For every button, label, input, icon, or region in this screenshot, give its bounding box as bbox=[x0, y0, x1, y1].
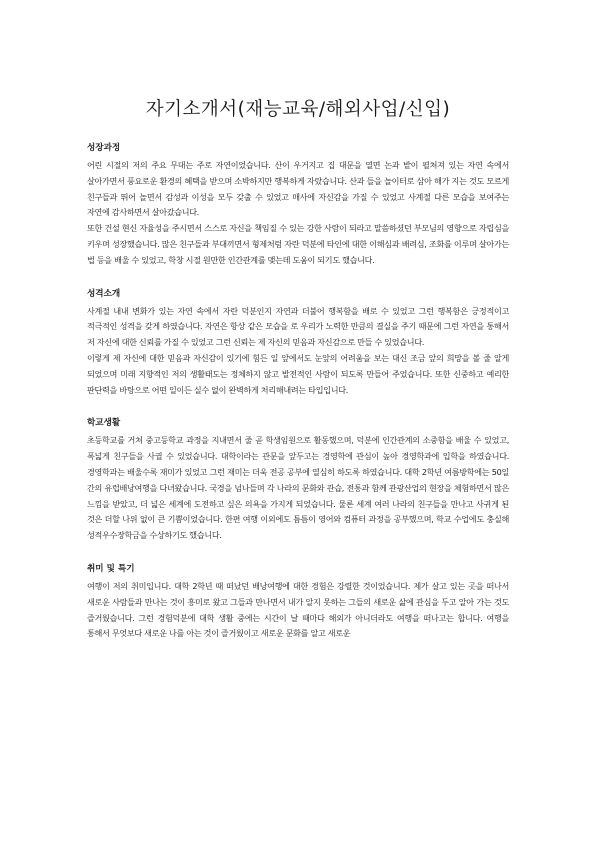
section-growth bbox=[87, 142, 509, 269]
paragraph: 여행이 저의 취미입니다. 대학 2학년 때 떠났던 배낭여행에 대한 경험은 강렬한 것이었습니다. 제가 살고 있는 곳을 떠나서 새로운 사람들과 만나는 것이 흥미로 왔고 그들과 만나면서 내가 알지 못하는 그들의 새로운 삶에 관심을 두고 알아 가는 것도 즐거웠습니다. 그런 경험덕분에 대학 생활 중에는 시간이 날 때마다 해외가 아니더라도 여행을 떠나고는 합니다. 여행을 통해서 무엇보다 새로운 나를 아는 것이 즐거웠이고 새로운 문화를 알고 새로운 bbox=[87, 580, 509, 639]
paragraph: 또한 건설 현신 자율성을 주시면서 스스로 자신을 책임질 수 있는 강한 사람이 되라고 말씀하셨던 부모님의 영향으로 자립심을 키우며 성장했습니다. 많은 친구들과 부대끼면서 형제처럼 자란 덕분에 타인에 대한 이해심과 배려심, 조화를 이루며 살아가는 법 등을 배울 수 있었고, 학창 시절 원만한 인간관계를 맺는데 도움이 되기도 했습니다. bbox=[87, 223, 509, 265]
section-school-life bbox=[87, 417, 509, 544]
paragraph: 이렇게 제 자신에 대한 믿음과 자신감이 있기에 힘든 일 앞에서도 눈앞의 어려움을 보는 대신 조금 앞의 희망을 볼 줄 알게 되었으며 미래 지향적인 저의 생활태도는 정체하지 않고 발전적인 사람이 되도록 만들어 주었습니다. 또한 신중하고 예리한 판단력을 바탕으로 어떤 일이든 실수 없이 완벽하게 처리해내려는 타입입니다. bbox=[87, 352, 509, 395]
paragraph: 초등학교를 거쳐 중고등학교 과정을 지내면서 줄 곧 학생임원으로 활동했으며, 덕분에 인간관계의 소중함을 배울 수 있었고, 폭넓게 친구들을 사귈 수 있었습니다. 대학이라는 관문을 앞두고는 경영학에 관심이 높아 경영학과에 입학을 하였습니다. 경영학과는 배울수록 재미가 있었고 그런 재미는 더욱 전공 공부에 열심히 하도록 하였습니다. 대학 2학년 여름방학에는 50일 간의 유럽배낭여행을 다녀왔습니다. 국경을 넘나들며 각 나라의 문화와 관습, 전통과 함께 관광산업의 현장을 체험하면서 많은 느낌을 받았고, 더 넓은 세계에 도전하고 싶은 의욕을 가지게 되었습니다. 물론 세계 여러 나라의 친구들을 만나고 사귀게 된 것은 더할 나위 없이 큰 기쁨이었습니다. 한편 여행 이외에도 틈틈이 영어와 컴퓨터 과정을 공부했으며, 학교 수업에도 충실해 성적우수장학금을 수상하기도 했습니다. bbox=[87, 435, 509, 541]
document-title: 자기소개서(재능교육/해외사업/신입) bbox=[145, 99, 451, 120]
paragraph: 사계절 내내 변화가 있는 자연 속에서 자란 덕분인지 자연과 더불어 행복함을 배로 수 있었고 그런 행복함은 긍정적이고 적극적인 성격을 갖게 하였습니다. 자연은 항상 같은 모습을 로 우리가 노력한 만큼의 결실을 주기 때문에 그런 자연을 통해서 저 자신에 대한 신뢰를 가질 수 있었고 그런 신뢰는 제 자신의 믿음과 자신감으로 만들 수 있었습니다. bbox=[87, 305, 509, 348]
section-heading: 학교생활 bbox=[87, 418, 121, 429]
section-heading: 성격소개 bbox=[87, 288, 121, 299]
section-personality bbox=[87, 288, 509, 399]
section-hobbies bbox=[87, 563, 509, 642]
section-heading: 성장과정 bbox=[87, 143, 121, 153]
paragraph: 어린 시절의 저의 주요 무대는 주로 자연이었습니다. 산이 우거지고 집 대문을 열면 논과 밭이 펼쳐져 있는 자연 속에서 살아가면서 풍요로운 환경의 혜택을 받으며 소박하지만 행복하게 자랐습니다. 산과 들을 놀이터로 삼아 해가 지는 것도 모르게 친구들과 뛰어 놀면서 감성과 이성을 모두 갖출 수 있었고 매사에 자신감을 가질 수 있었고 사계절 다른 모습을 보여주는 자연에 감사하면서 살아갔습니다. bbox=[87, 160, 509, 218]
section-heading: 취미 및 특기 bbox=[87, 563, 135, 574]
